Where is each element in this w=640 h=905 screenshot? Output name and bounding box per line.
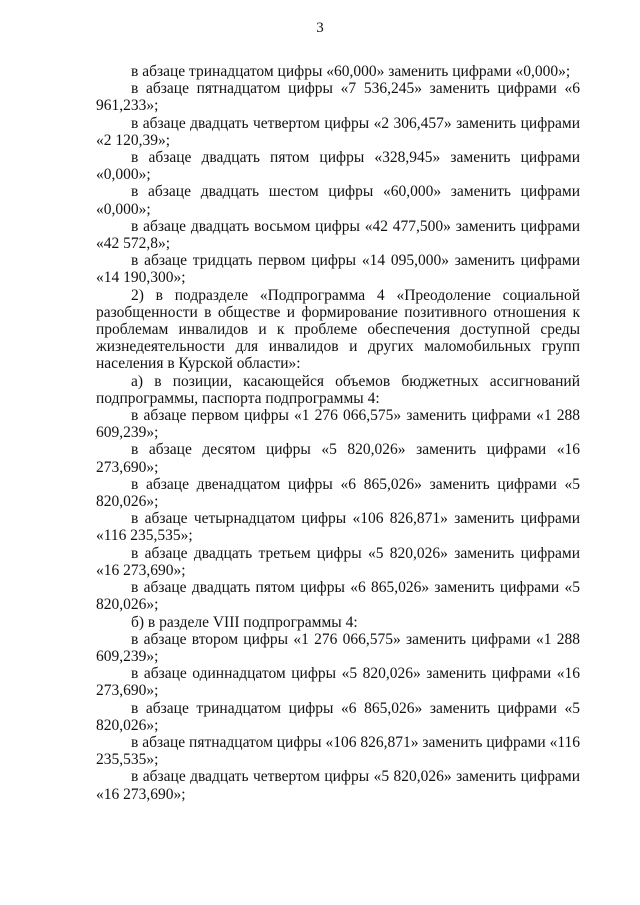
paragraph: в абзаце двенадцатом цифры «6 865,026» заменить цифрами «5 820,026»; — [96, 475, 580, 511]
paragraph: в абзаце двадцать третьем цифры «5 820,026» заменить цифрами «16 273,690»; — [96, 544, 580, 579]
page-number: 3 — [316, 20, 324, 36]
paragraph: 2) в подразделе «Подпрограмма 4 «Преодоление социальной разобщенности в обществе и формирование позитивного отношения к проблемам инвалидов и к проблеме обеспечения доступной среды жизнедеятельности для инвалидов и других маломобильных групп населения в Курской области»: — [96, 286, 580, 373]
paragraph: в абзаце одиннадцатом цифры «5 820,026» заменить цифрами «16 273,690»; — [96, 665, 580, 700]
paragraph: в абзаце первом цифры «1 276 066,575» заменить цифрами «1 288 609,239»; — [96, 407, 580, 442]
paragraph: в абзаце двадцать шестом цифры «60,000» заменить цифрами «0,000»; — [96, 183, 580, 218]
paragraph: в абзаце двадцать пятом цифры «328,945» заменить цифрами «0,000»; — [96, 149, 580, 184]
paragraph: в абзаце двадцать четвертом цифры «2 306,457» заменить цифрами «2 120,39»; — [96, 114, 580, 149]
paragraph: в абзаце тридцать первом цифры «14 095,000» заменить цифрами «14 190,300»; — [96, 252, 580, 287]
paragraph: в абзаце пятнадцатом цифры «106 826,871» заменить цифрами «116 235,535»; — [96, 733, 580, 769]
paragraph: а) в позиции, касающейся объемов бюджетных ассигнований подпрограммы, паспорта подпрограммы 4: — [96, 372, 580, 407]
paragraph: в абзаце десятом цифры «5 820,026» заменить цифрами «16 273,690»; — [96, 441, 580, 476]
paragraph: в абзаце двадцать пятом цифры «6 865,026» заменить цифрами «5 820,026»; — [96, 579, 580, 614]
paragraph: в абзаце тринадцатом цифры «60,000» заменить цифрами «0,000»; — [131, 63, 571, 80]
paragraph: в абзаце втором цифры «1 276 066,575» заменить цифрами «1 288 609,239»; — [96, 630, 580, 665]
paragraph: в абзаце тринадцатом цифры «6 865,026» заменить цифрами «5 820,026»; — [96, 699, 580, 734]
paragraph: в абзаце двадцать восьмом цифры «42 477,500» заменить цифрами «42 572,8»; — [96, 217, 580, 253]
paragraph: в абзаце двадцать четвертом цифры «5 820,026» заменить цифрами «16 273,690»; — [96, 768, 580, 803]
paragraph: б) в разделе VIII подпрограммы 4: — [131, 613, 358, 631]
paragraph: в абзаце пятнадцатом цифры «7 536,245» заменить цифрами «6 961,233»; — [96, 80, 580, 115]
document-body — [96, 63, 580, 803]
paragraph: в абзаце четырнадцатом цифры «106 826,871» заменить цифрами «116 235,535»; — [96, 510, 580, 545]
